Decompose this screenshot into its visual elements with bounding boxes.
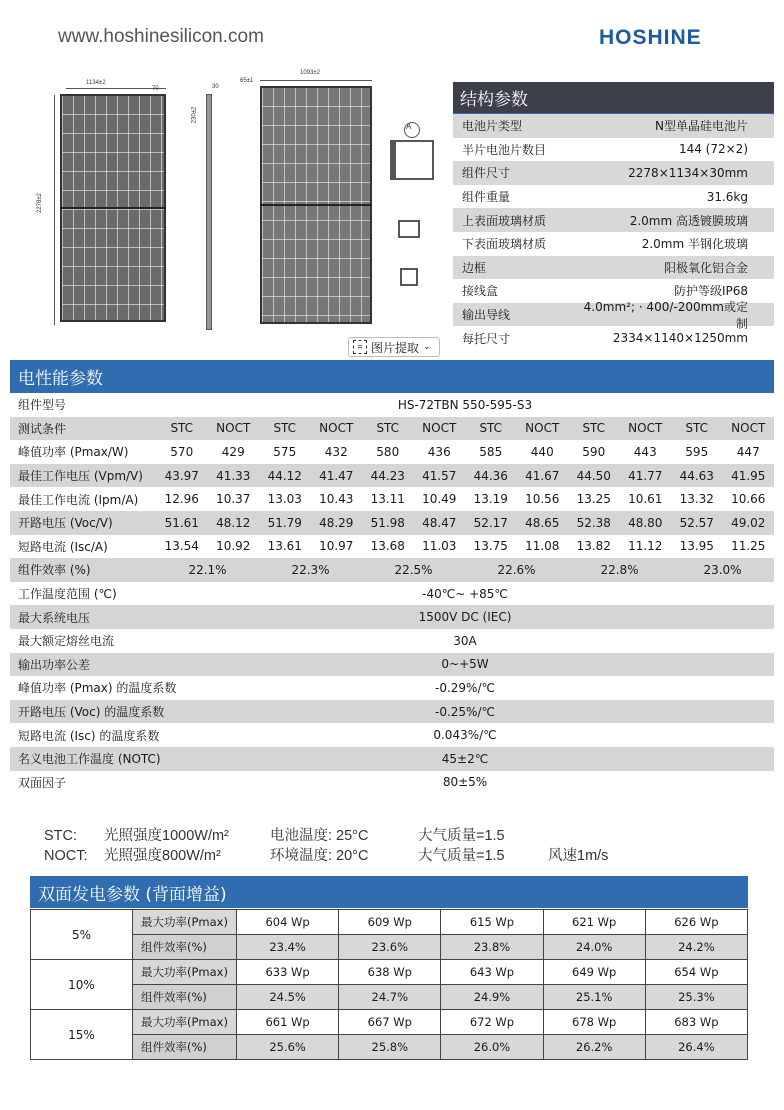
spec-key: 输出功率公差 <box>10 653 156 677</box>
structure-row <box>453 256 774 280</box>
condition-row <box>10 417 774 441</box>
electrical-value: 41.95 <box>723 464 775 488</box>
bifacial-power-value: 609 Wp <box>339 910 441 935</box>
efficiency-row <box>10 558 774 582</box>
electrical-value: 10.37 <box>216 492 251 507</box>
condition-cell: NOCT <box>517 417 569 441</box>
bifacial-power-value: 683 Wp <box>645 1010 747 1035</box>
noct-air-mass: 大气质量=1.5 <box>418 848 505 864</box>
spec-value: 80±5% <box>442 775 488 790</box>
structure-value: 2278×1134×30mm <box>628 165 748 180</box>
bifacial-power-value: 649 Wp <box>543 960 645 985</box>
electrical-value: 13.95 <box>679 539 714 554</box>
electrical-value: 12.96 <box>164 492 199 507</box>
bifacial-eff-value: 25.1% <box>543 985 645 1010</box>
structure-key: 下表面玻璃材质 <box>462 237 547 252</box>
structure-key: 输出导线 <box>462 308 511 323</box>
bifacial-eff-value: 24.7% <box>339 985 441 1010</box>
electrical-value: 13.54 <box>164 539 199 554</box>
efficiency-label: 组件效率 (%) <box>10 558 156 582</box>
structure-value: 144 (72×2) <box>678 142 748 157</box>
spec-key: 峰值功率 (Pmax) 的温度系数 <box>18 681 177 696</box>
bifacial-power-value: 678 Wp <box>543 1010 645 1035</box>
efficiency-value: 22.3% <box>259 558 362 582</box>
electrical-value: 10.92 <box>216 539 251 554</box>
efficiency-value: 22.8% <box>568 558 671 582</box>
bifacial-eff-value: 26.4% <box>645 1035 747 1060</box>
electrical-value: 10.43 <box>319 492 354 507</box>
detail-a-circle <box>404 122 420 138</box>
structure-row <box>453 185 774 209</box>
bifacial-power-value: 638 Wp <box>339 960 441 985</box>
electrical-row <box>10 535 774 559</box>
electrical-value: 580 <box>376 444 400 459</box>
back-panel-split <box>260 204 372 206</box>
spec-key: 双面因子 <box>18 775 67 790</box>
electrical-value: 11.08 <box>525 539 560 554</box>
electrical-value: 44.63 <box>671 464 723 488</box>
electrical-value: 440 <box>530 444 554 459</box>
stc-temperature: 电池温度: 25°C <box>270 828 369 844</box>
electrical-value: 51.61 <box>156 511 208 535</box>
electrical-value: 41.47 <box>311 464 363 488</box>
condition-cell: STC <box>362 417 414 441</box>
spec-value: 30A <box>453 633 477 648</box>
bifacial-eff-row <box>31 1035 748 1060</box>
spec-row <box>10 676 774 700</box>
structure-value: 防护等级IP68 <box>673 284 748 299</box>
noct-temperature: 环境温度: 20°C <box>270 848 369 864</box>
bifacial-eff-label: 组件效率(%) <box>133 935 237 960</box>
spec-value: -0.29%/℃ <box>435 680 495 695</box>
electrical-value: 443 <box>633 444 657 459</box>
electrical-value: 10.49 <box>422 492 457 507</box>
electrical-value: 13.32 <box>679 492 714 507</box>
electrical-value: 429 <box>221 444 245 459</box>
image-extract-button[interactable] <box>348 337 440 357</box>
electrical-value: 13.61 <box>267 539 302 554</box>
structure-row <box>453 161 774 185</box>
structure-key: 半片电池片数目 <box>462 142 547 157</box>
condition-cell: NOCT <box>723 417 775 441</box>
electrical-value: 11.12 <box>628 539 663 554</box>
chevron-down-icon: ⌄ <box>423 342 431 352</box>
bifacial-power-value: 661 Wp <box>237 1010 339 1035</box>
bifacial-power-value: 626 Wp <box>645 910 747 935</box>
bifacial-power-value: 654 Wp <box>645 960 747 985</box>
model-label: 组件型号 <box>18 398 67 413</box>
spec-value: 1500V DC (IEC) <box>156 605 774 629</box>
electrical-value: 447 <box>736 444 760 459</box>
back-view-drawing <box>236 70 376 332</box>
bifacial-params-table <box>30 909 748 1060</box>
electrical-key: 最佳工作电压 (Vpm/V) <box>10 464 156 488</box>
model-value: HS-72TBN 550-595-S3 <box>397 397 533 412</box>
structure-key: 边框 <box>462 260 487 275</box>
noct-irradiance: 光照强度800W/m² <box>104 848 221 864</box>
structure-value: 2.0mm 半钢化玻璃 <box>641 237 748 252</box>
electrical-value: 595 <box>685 444 709 459</box>
electrical-value: 41.33 <box>208 464 260 488</box>
bifacial-gain: 15% <box>31 1010 133 1060</box>
model-row <box>10 393 774 417</box>
frame-detail-drawing <box>378 120 448 300</box>
structure-params-title: 结构参数 <box>453 82 774 114</box>
front-height-dim: 2278±2 <box>36 193 43 213</box>
condition-label: 测试条件 <box>10 417 156 441</box>
spec-row <box>10 582 774 606</box>
electrical-value: 41.57 <box>414 464 466 488</box>
electrical-key: 峰值功率 (Pmax/W) <box>18 445 129 460</box>
stc-label: STC: <box>44 828 78 844</box>
electrical-value: 13.19 <box>473 492 508 507</box>
bifacial-eff-value: 25.6% <box>237 1035 339 1060</box>
electrical-value: 11.25 <box>731 539 766 554</box>
condition-cell: STC <box>156 417 208 441</box>
electrical-value: 44.23 <box>362 464 414 488</box>
front-view-drawing <box>38 80 168 330</box>
electrical-row <box>10 440 774 464</box>
bifacial-eff-value: 23.4% <box>237 935 339 960</box>
back-width-line <box>260 80 372 81</box>
efficiency-value: 22.5% <box>362 558 465 582</box>
electrical-row <box>10 464 774 488</box>
website-url[interactable]: www.hoshinesilicon.com <box>58 26 264 47</box>
stc-air-mass: 大气质量=1.5 <box>418 828 505 844</box>
electrical-value: 48.12 <box>208 511 260 535</box>
spec-value: -0.25%/℃ <box>156 700 774 724</box>
electrical-value: 13.68 <box>370 539 405 554</box>
condition-cell: NOCT <box>620 417 672 441</box>
efficiency-value: 22.1% <box>156 558 259 582</box>
electrical-value: 52.38 <box>568 511 620 535</box>
structure-value: 阳极氧化铝合金 <box>663 260 748 275</box>
electrical-value: 10.61 <box>628 492 663 507</box>
bifacial-eff-value: 26.2% <box>543 1035 645 1060</box>
electrical-value: 13.25 <box>576 492 611 507</box>
structure-key: 组件重量 <box>462 190 511 205</box>
spec-key: 名义电池工作温度 (NOTC) <box>10 747 156 771</box>
spec-row <box>10 700 774 724</box>
spec-key: 短路电流 (Isc) 的温度系数 <box>18 728 160 743</box>
spec-value: 0.043%/℃ <box>433 728 497 743</box>
spec-value: -40℃~ +85℃ <box>422 586 508 601</box>
bifacial-power-value: 643 Wp <box>441 960 543 985</box>
structure-value: 31.6kg <box>706 189 748 204</box>
electrical-row <box>10 511 774 535</box>
electrical-value: 44.36 <box>465 464 517 488</box>
structure-key: 组件尺寸 <box>462 166 511 181</box>
noct-label: NOCT: <box>44 848 88 864</box>
crop-icon: ⌗ <box>353 340 367 354</box>
side-frame <box>206 94 212 330</box>
bifacial-power-row <box>31 910 748 935</box>
electrical-value: 52.17 <box>465 511 517 535</box>
structure-value: 2334×1140×1250mm <box>612 331 748 346</box>
structure-value: 2.0mm 高透镀膜玻璃 <box>629 213 748 228</box>
electrical-key: 短路电流 (Isc/A) <box>18 539 108 554</box>
structure-row <box>453 114 774 138</box>
front-width-line <box>66 88 166 89</box>
spec-key: 开路电压 (Voc) 的温度系数 <box>10 700 156 724</box>
structure-key: 每托尺寸 <box>462 331 511 346</box>
spec-value: 45±2℃ <box>156 747 774 771</box>
structure-key: 接线盒 <box>462 284 499 299</box>
detail-a-label: A <box>406 122 412 131</box>
bifacial-eff-value: 25.3% <box>645 985 747 1010</box>
stc-irradiance: 光照强度1000W/m² <box>104 828 229 844</box>
frame-profile-3 <box>400 268 418 286</box>
bifacial-eff-label: 组件效率(%) <box>133 1035 237 1060</box>
bifacial-eff-value: 26.0% <box>441 1035 543 1060</box>
structure-row <box>453 208 774 232</box>
electrical-value: 52.57 <box>671 511 723 535</box>
electrical-key: 最佳工作电流 (Ipm/A) <box>18 492 139 507</box>
bifacial-params-title: 双面发电参数 (背面增益) <box>30 876 748 908</box>
condition-cell: NOCT <box>311 417 363 441</box>
front-width-dim: 1134±2 <box>86 80 106 86</box>
electrical-row <box>10 487 774 511</box>
bifacial-eff-row <box>31 985 748 1010</box>
bifacial-eff-value: 24.9% <box>441 985 543 1010</box>
bifacial-gain: 10% <box>31 960 133 1010</box>
bifacial-power-label: 最大功率(Pmax) <box>133 960 237 985</box>
bifacial-power-value: 621 Wp <box>543 910 645 935</box>
front-height-line <box>54 95 55 325</box>
spec-row <box>10 747 774 771</box>
structure-key: 上表面玻璃材质 <box>462 213 547 228</box>
side-thickness-dim: 30 <box>212 84 219 90</box>
electrical-value: 44.50 <box>568 464 620 488</box>
electrical-value: 10.97 <box>319 539 354 554</box>
structure-value: 4.0mm²; · 400/-200mm或定制 <box>583 299 748 331</box>
condition-cell: STC <box>568 417 620 441</box>
electrical-value: 41.67 <box>517 464 569 488</box>
structure-params-panel <box>453 82 774 350</box>
electrical-value: 13.03 <box>267 492 302 507</box>
spec-key: 最大额定熔丝电流 <box>18 634 115 649</box>
bifacial-power-row <box>31 960 748 985</box>
side-top-dim: 70 <box>152 86 159 92</box>
electrical-value: 575 <box>273 444 297 459</box>
spec-row <box>10 723 774 747</box>
electrical-value: 43.97 <box>156 464 208 488</box>
bifacial-power-label: 最大功率(Pmax) <box>133 1010 237 1035</box>
bifacial-power-value: 633 Wp <box>237 960 339 985</box>
electrical-value: 51.98 <box>362 511 414 535</box>
frame-profile-2 <box>398 220 420 238</box>
electrical-params-title: 电性能参数 <box>10 360 774 393</box>
bifacial-power-row <box>31 1010 748 1035</box>
electrical-value: 436 <box>427 444 451 459</box>
spec-value: 0~+5W <box>156 653 774 677</box>
electrical-params-table <box>10 393 774 794</box>
spec-key: 最大系统电压 <box>10 605 156 629</box>
electrical-value: 51.79 <box>259 511 311 535</box>
side-view-drawing <box>190 82 230 332</box>
structure-params-rows <box>453 114 774 350</box>
bifacial-gain: 5% <box>31 910 133 960</box>
bifacial-eff-value: 23.6% <box>339 935 441 960</box>
bifacial-power-label: 最大功率(Pmax) <box>133 910 237 935</box>
bifacial-eff-value: 24.5% <box>237 985 339 1010</box>
structure-value: N型单晶硅电池片 <box>655 119 748 134</box>
bifacial-power-value: 667 Wp <box>339 1010 441 1035</box>
bifacial-power-value: 672 Wp <box>441 1010 543 1035</box>
bifacial-eff-label: 组件效率(%) <box>133 985 237 1010</box>
image-extract-label: 图片提取 <box>371 340 420 355</box>
electrical-value: 48.47 <box>414 511 466 535</box>
electrical-value: 590 <box>582 444 606 459</box>
structure-row <box>453 232 774 256</box>
electrical-key: 开路电压 (Voc/V) <box>10 511 156 535</box>
side-230-dim: 230±2 <box>191 106 198 124</box>
electrical-value: 48.65 <box>517 511 569 535</box>
spec-key: 工作温度范围 (℃) <box>18 587 117 602</box>
electrical-value: 13.11 <box>370 492 405 507</box>
electrical-value: 13.82 <box>576 539 611 554</box>
electrical-value: 432 <box>324 444 348 459</box>
electrical-value: 10.56 <box>525 492 560 507</box>
back-width-dim: 1093±2 <box>300 70 320 76</box>
bifacial-eff-row <box>31 935 748 960</box>
condition-cell: NOCT <box>208 417 260 441</box>
bifacial-power-value: 615 Wp <box>441 910 543 935</box>
spec-row <box>10 771 774 795</box>
condition-cell: NOCT <box>414 417 466 441</box>
condition-cell: STC <box>465 417 517 441</box>
spec-row <box>10 629 774 653</box>
front-panel-split <box>60 207 166 209</box>
electrical-value: 41.77 <box>620 464 672 488</box>
efficiency-value: 22.6% <box>465 558 568 582</box>
bifacial-power-value: 604 Wp <box>237 910 339 935</box>
electrical-value: 585 <box>479 444 503 459</box>
bifacial-eff-value: 24.2% <box>645 935 747 960</box>
spec-row <box>10 605 774 629</box>
brand-logo: HOSHINE <box>599 26 702 49</box>
structure-key: 电池片类型 <box>462 119 523 134</box>
electrical-value: 13.75 <box>473 539 508 554</box>
electrical-value: 10.66 <box>731 492 766 507</box>
back-top-dim: 65±1 <box>240 78 254 84</box>
condition-cell: STC <box>259 417 311 441</box>
electrical-value: 49.02 <box>723 511 775 535</box>
electrical-value: 44.12 <box>259 464 311 488</box>
frame-profile-1 <box>390 140 434 180</box>
efficiency-value: 23.0% <box>671 558 774 582</box>
bifacial-eff-value: 25.8% <box>339 1035 441 1060</box>
electrical-value: 570 <box>170 444 194 459</box>
electrical-value: 11.03 <box>422 539 457 554</box>
bifacial-eff-value: 23.8% <box>441 935 543 960</box>
structure-row <box>453 138 774 162</box>
bifacial-eff-value: 24.0% <box>543 935 645 960</box>
condition-cell: STC <box>671 417 723 441</box>
noct-wind-speed: 风速1m/s <box>548 848 609 864</box>
electrical-value: 48.29 <box>311 511 363 535</box>
structure-row <box>453 299 774 331</box>
spec-row <box>10 653 774 677</box>
electrical-value: 48.80 <box>620 511 672 535</box>
